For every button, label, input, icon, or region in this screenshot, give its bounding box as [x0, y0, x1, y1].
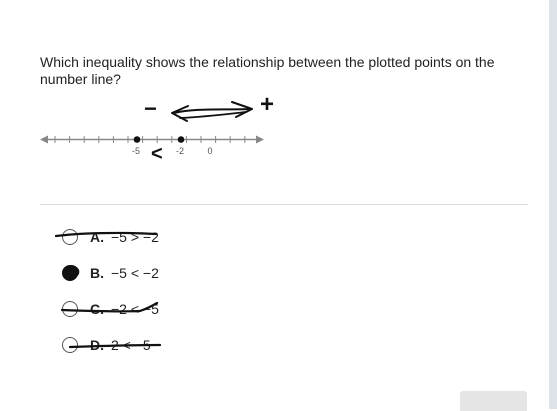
handwritten-less-than: < — [151, 143, 163, 165]
left-arrow-icon — [40, 136, 48, 144]
tick-label-neg2: -2 — [175, 146, 185, 156]
question-text: Which inequality shows the relationship between the plotted points on the number line? — [40, 54, 495, 87]
choice-c-text: −2 < −5 — [111, 301, 159, 317]
choice-b-letter: B. — [90, 265, 104, 281]
tick-label-0: 0 — [207, 146, 213, 156]
handwritten-minus: − — [144, 96, 157, 121]
choice-a-letter: A. — [90, 229, 104, 245]
choice-b[interactable] — [62, 262, 262, 284]
radio-b[interactable] — [62, 265, 78, 281]
choice-a[interactable] — [62, 226, 262, 248]
handwritten-plus: + — [260, 91, 275, 118]
next-button[interactable] — [460, 391, 527, 411]
number-line — [0, 0, 557, 200]
choice-d[interactable] — [62, 334, 262, 356]
plotted-point-neg5 — [134, 136, 141, 143]
radio-d[interactable] — [62, 337, 78, 353]
radio-c[interactable] — [62, 301, 78, 317]
radio-a[interactable] — [62, 229, 78, 245]
choice-c-letter: C. — [90, 301, 104, 317]
tick-label-neg5: -5 — [131, 146, 141, 156]
choice-d-text: 2 < −5 — [111, 337, 151, 353]
choice-b-text: −5 < −2 — [111, 265, 159, 281]
plotted-point-neg2 — [178, 136, 185, 143]
section-divider — [40, 204, 528, 205]
choice-c[interactable] — [62, 298, 262, 320]
choice-d-letter: D. — [90, 337, 104, 353]
right-arrow-icon — [256, 136, 264, 144]
choice-a-text: −5 > −2 — [111, 229, 159, 245]
